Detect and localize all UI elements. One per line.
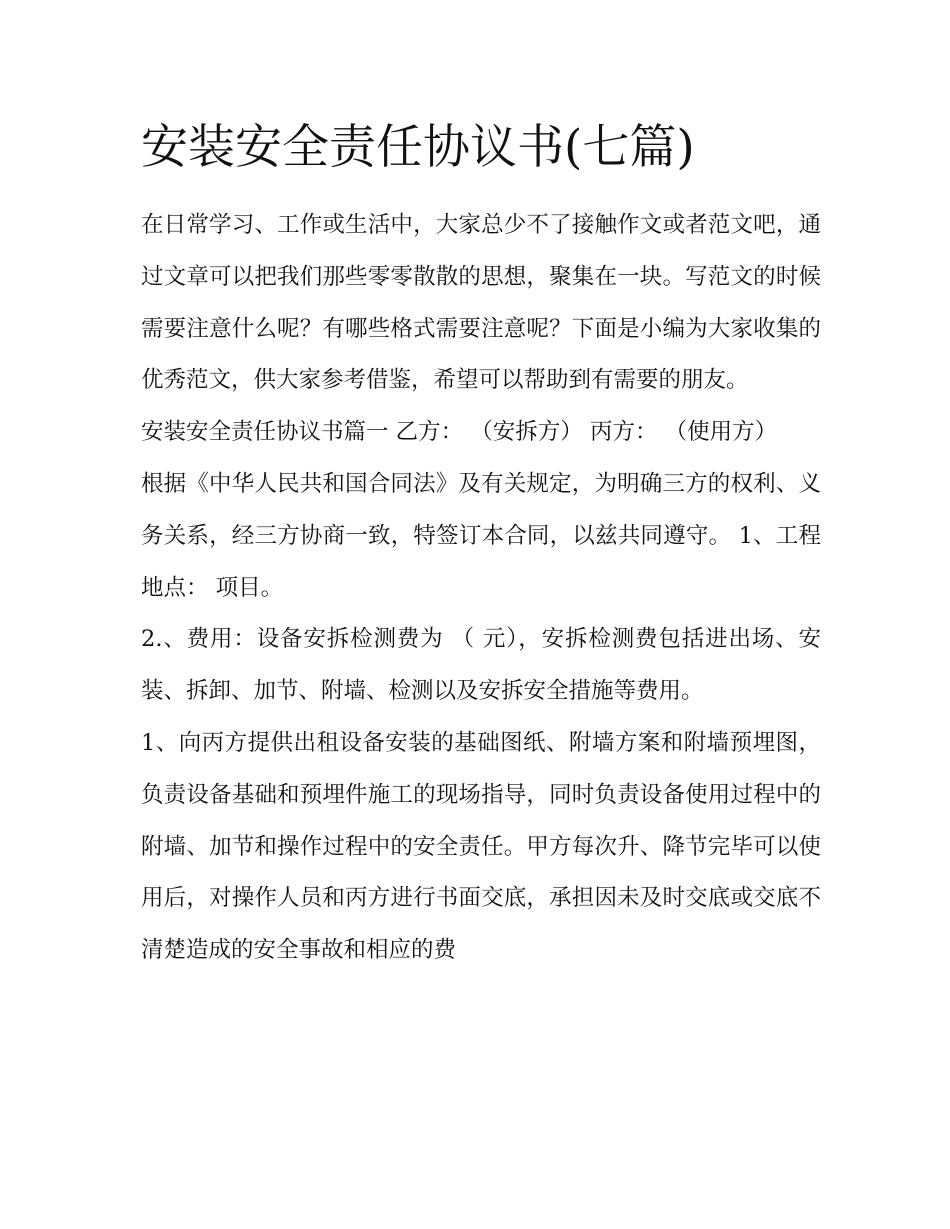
paragraph-fees: 2.、费用：设备安拆检测费为 （ 元），安拆检测费包括进出场、安装、拆卸、加节、附墙、检测以及安拆安全措施等费用。 xyxy=(141,626,821,705)
paragraph-duties: 1、向丙方提供出租设备安装的基础图纸、附墙方案和附墙预埋图，负责设备基础和预埋件施工的现场指导，同时负责设备使用过程中的附墙、加节和操作过程中的安全责任。甲方每次升、降节完毕可以使用后，对操作人员和丙方进行书面交底，承担因未及时交底或交底不清楚造成的安全事故和相应的费 xyxy=(141,729,821,964)
document-body xyxy=(141,200,821,977)
paragraph-basis: 根据《中华人民共和国合同法》及有关规定，为明确三方的权利、义务关系，经三方协商一致，特签订本合同，以兹共同遵守。 1、工程地点： 项目。 xyxy=(141,470,821,601)
paragraph-parties: 安装安全责任协议书篇一 乙方： （安拆方） 丙方： （使用方） xyxy=(141,419,778,446)
document-title: 安装安全责任协议书(七篇) xyxy=(141,120,695,175)
paragraph-intro: 在日常学习、工作或生活中，大家总少不了接触作文或者范文吧，通过文章可以把我们那些零零散散的思想，聚集在一块。写范文的时候需要注意什么呢？有哪些格式需要注意呢？下面是小编为大家收集的优秀范文，供大家参考借鉴，希望可以帮助到有需要的朋友。 xyxy=(141,212,821,394)
